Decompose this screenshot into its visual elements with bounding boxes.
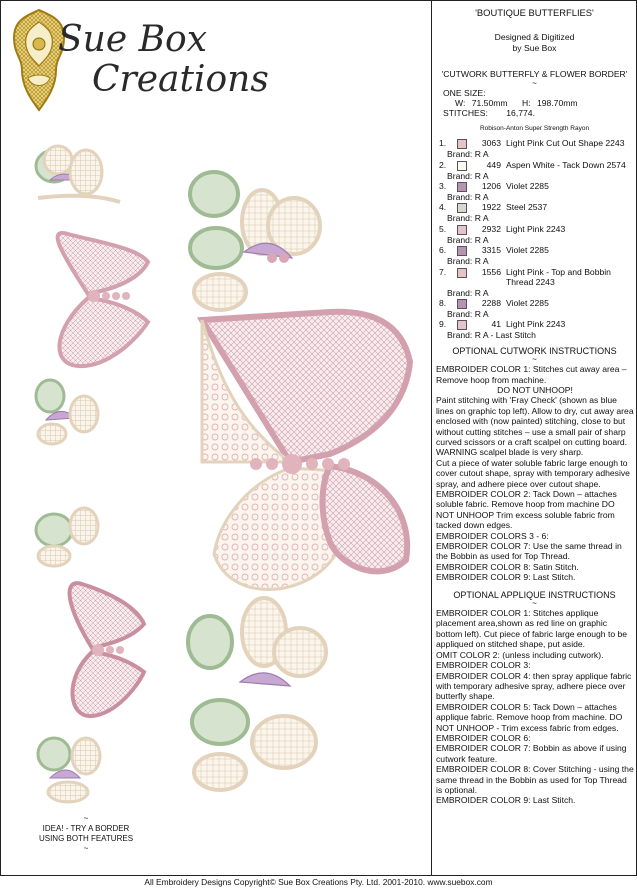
flower-motif-2: [36, 380, 98, 566]
thread-name: Aspen White - Tack Down 2574: [506, 159, 626, 170]
designed-by-line-2: by Sue Box: [512, 42, 557, 53]
thread-swatch-icon: [457, 246, 467, 256]
butterfly-small-2: [70, 583, 144, 716]
applique-instructions: [433, 608, 636, 806]
idea-line-1: IDEA! - TRY A BORDER: [42, 824, 130, 833]
thread-brand-line: Brand: R A: [447, 213, 489, 224]
logo-text: [58, 20, 269, 100]
thread-item: [433, 224, 636, 245]
cutwork-instruction-line: EMBROIDER COLOR 7: Use the same thread in the Bobbin as used for Top Thread.: [436, 541, 622, 562]
large-border-preview: [180, 162, 422, 822]
thread-row: [439, 138, 636, 149]
cutwork-instruction-line: WARNING scalpel blade is very sharp.: [436, 447, 584, 458]
thread-item: [433, 245, 636, 266]
thread-swatch-icon: [457, 182, 467, 192]
thread-number: 1.: [439, 138, 447, 149]
thread-name: Light Pink Cut Out Shape 2243: [506, 138, 625, 149]
thread-brand-line: Brand: R A - Last Stitch: [447, 330, 536, 341]
thread-swatch-icon: [457, 299, 467, 309]
size-block: [433, 88, 636, 119]
logo-line-2: Creations: [92, 59, 269, 100]
thread-number: 4.: [439, 202, 447, 213]
thread-row: [439, 319, 636, 330]
large-butterfly: [202, 312, 410, 590]
applique-instruction-line: EMBROIDER COLOR 7: Bobbin as above if using cutwork feature.: [436, 743, 627, 764]
large-flower-bottom: [188, 598, 326, 790]
applique-instruction-line: EMBROIDER COLOR 8: Cover Stitching - using the same thread in the Bobbin as used for Top Thread is optional.: [436, 764, 634, 795]
applique-tilde: ~: [532, 599, 537, 609]
thread-code: 41: [491, 319, 501, 330]
thread-row: [439, 181, 636, 192]
applique-instruction-line: EMBROIDER COLOR 4: then spray applique fabric with temporary adhesive spray, adhere piece over butterfly shape.: [436, 670, 632, 702]
cutwork-instruction-line: EMBROIDER COLORS 3 - 6:: [436, 530, 549, 541]
thread-number: 3.: [439, 181, 447, 192]
thread-item: [433, 267, 636, 298]
idea-tilde-bottom: ~: [83, 844, 89, 853]
thread-code: 2288: [481, 297, 501, 308]
height-label: H:: [521, 98, 531, 109]
thread-item: [433, 298, 636, 319]
applique-title: OPTIONAL APPLIQUE INSTRUCTIONS: [453, 589, 616, 600]
copyright-footer: All Embroidery Designs Copyright© Sue Box Creations Pty. Ltd. 2001-2010. www.suebox.com: [144, 877, 493, 887]
thread-list: [433, 138, 636, 340]
thread-brand-line: Brand: R A: [447, 308, 489, 319]
applique-instruction-line: EMBROIDER COLOR 1: Stitches applique placement area,shown as red line on graphic bottom left). Cut piece of fabric large enough to be appliqued on stitched shape, put aside.: [436, 608, 628, 650]
idea-note: [16, 814, 156, 854]
thread-brand-line: Brand: R A: [447, 149, 489, 160]
thread-item: [433, 138, 636, 159]
stitches-label: STITCHES:: [443, 108, 488, 119]
small-border-preview: [28, 138, 158, 808]
thread-code: 2932: [481, 223, 501, 234]
collection-title: 'BOUTIQUE BUTTERFLIES': [475, 7, 594, 18]
idea-line-2: USING BOTH FEATURES: [38, 834, 134, 843]
width-value: 71.50mm: [471, 98, 508, 109]
applique-instruction-line: OMIT COLOR 2: (unless including cutwork).: [436, 649, 604, 660]
thread-brand-line: Brand: R A: [447, 192, 489, 203]
large-flower-top: [190, 172, 320, 310]
width-label: W:: [455, 98, 466, 109]
thread-name: Violet 2285: [506, 181, 549, 192]
thread-swatch-icon: [457, 268, 467, 278]
right-panel: [433, 0, 636, 875]
flower-motif-3: [38, 738, 100, 802]
thread-item: [433, 181, 636, 202]
thread-code: 449: [486, 159, 501, 170]
thread-row: [439, 245, 636, 256]
thread-number: 7.: [439, 266, 447, 277]
thread-swatch-icon: [457, 139, 467, 149]
idea-tilde-top: ~: [83, 814, 89, 823]
thread-name: Light Pink - Top and Bobbin Thread 2243: [506, 266, 611, 288]
designed-by-line-1: Designed & Digitized: [494, 32, 575, 43]
thread-row: [439, 202, 636, 213]
thread-number: 9.: [439, 319, 447, 330]
thread-row: [439, 160, 636, 171]
header-tilde: ~: [532, 78, 537, 88]
thread-brand-line: Brand: R A: [447, 234, 489, 245]
cutwork-instruction-line: EMBROIDER COLOR 1: Stitches cut away area – Remove hoop from machine.: [436, 364, 627, 385]
thread-number: 5.: [439, 223, 447, 234]
thread-name: Violet 2285: [506, 245, 549, 256]
thread-number: 2.: [439, 159, 447, 170]
thread-row: [439, 224, 636, 235]
thread-code: 3315: [481, 245, 501, 256]
cutwork-instruction-line: EMBROIDER COLOR 9: Last Stitch.: [436, 572, 576, 583]
cutwork-instruction-line: EMBROIDER COLOR 8: Satin Stitch.: [436, 561, 579, 572]
thread-swatch-icon: [457, 320, 467, 330]
thread-swatch-icon: [457, 203, 467, 213]
thread-name: Steel 2537: [506, 202, 548, 213]
thread-swatch-icon: [457, 161, 467, 171]
thread-swatch-icon: [457, 225, 467, 235]
thread-row: [439, 298, 636, 309]
cutwork-instructions: [433, 364, 636, 583]
thread-item: [433, 319, 636, 340]
thread-name: Light Pink 2243: [506, 223, 566, 234]
cutwork-instruction-line: Paint stitching with 'Fray Check' (shown as blue lines on graphic top left). Allow to dry, cut away area enclosed with (now painted) stitching, close to but without cutting stitches – use a small pair of sharp curved scissors or a craft scalpel on cutting board.: [436, 395, 634, 447]
column-divider: [431, 0, 432, 875]
stitches-row: [443, 108, 636, 118]
cutwork-instruction-line: DO NOT UNHOOP!: [497, 384, 573, 395]
applique-instruction-line: EMBROIDER COLOR 6:: [436, 732, 531, 743]
thread-item: [433, 160, 636, 181]
thread-name: Violet 2285: [506, 297, 549, 308]
thread-row: [439, 267, 636, 288]
height-value: 198.70mm: [536, 98, 578, 109]
thread-number: 6.: [439, 245, 447, 256]
applique-instruction-line: EMBROIDER COLOR 3:: [436, 660, 531, 671]
thread-item: [433, 202, 636, 223]
flower-motif-1: [36, 146, 120, 202]
thread-brand-line: Brand: R A: [447, 287, 489, 298]
thread-code: 1556: [481, 266, 501, 277]
cutwork-instruction-line: EMBROIDER COLOR 2: Tack Down – attaches soluble fabric. Remove hoop from machine DO NOT UNHOOP Trim excess soluble fabric from tacked down edges.: [436, 489, 617, 531]
thread-number: 8.: [439, 297, 447, 308]
thread-name: Light Pink 2243: [506, 319, 566, 330]
thread-brand-line: Brand: R A: [447, 256, 489, 267]
thread-brand: Robison-Anton Super Strength Rayon: [479, 124, 590, 132]
logo-line-1: Sue Box: [58, 19, 208, 60]
thread-code: 3063: [481, 138, 501, 149]
one-size-label: ONE SIZE:: [443, 87, 486, 98]
stitches-value: 16,774.: [506, 108, 535, 119]
applique-instruction-line: EMBROIDER COLOR 9: Last Stitch.: [436, 795, 576, 806]
butterfly-small-1: [58, 233, 148, 366]
cutwork-title: OPTIONAL CUTWORK INSTRUCTIONS: [452, 345, 617, 356]
thread-brand-line: Brand: R A: [447, 170, 489, 181]
design-name: 'CUTWORK BUTTERFLY & FLOWER BORDER': [441, 69, 628, 80]
thread-code: 1922: [481, 202, 501, 213]
dimensions-row: [443, 98, 636, 108]
thread-code: 1206: [481, 181, 501, 192]
cutwork-tilde: ~: [532, 355, 537, 365]
cutwork-instruction-line: Cut a piece of water soluble fabric large enough to cover cutout shape, spray with temporary adhesive spray, and adhere piece over cutout shape.: [436, 457, 630, 489]
applique-instruction-line: EMBROIDER COLOR 5: Tack Down – attaches applique fabric. Remove hoop from machine. DO NOT UNHOOP - Trim excess fabric from edges.: [436, 701, 623, 733]
